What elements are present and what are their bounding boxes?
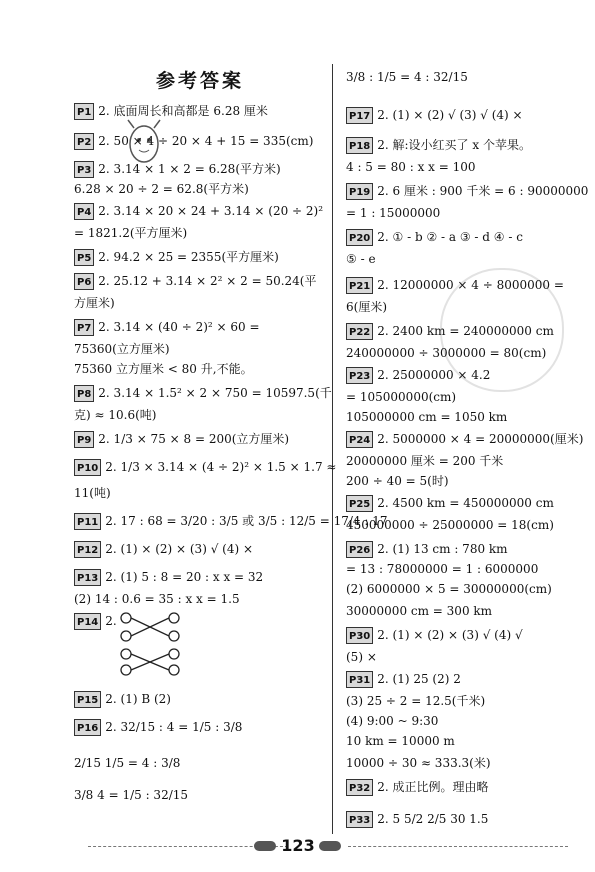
answer-line	[346, 106, 523, 124]
answer-line	[346, 298, 387, 316]
answer-line	[346, 648, 377, 666]
answer-text: 2. 解:设小红买了 x 个苹果。	[377, 138, 531, 152]
answer-line	[74, 690, 171, 708]
answer-text: 2. 成正比例。理由略	[377, 780, 489, 794]
answer-line	[74, 294, 115, 312]
page-badge: P33	[346, 811, 373, 828]
page-badge: P11	[74, 513, 101, 530]
answer-line	[346, 250, 376, 268]
answer-text: (4) 9:00 ~ 9:30	[346, 714, 439, 728]
answer-line	[74, 484, 111, 502]
answer-text: 2. (1) B (2)	[105, 692, 171, 706]
answer-line	[74, 272, 316, 290]
answer-text: 2. (1) × (2) √ (3) √ (4) ×	[377, 108, 523, 122]
answer-line	[346, 540, 508, 558]
answer-line	[346, 430, 583, 448]
answer-line	[346, 204, 440, 222]
page-badge: P15	[74, 691, 101, 708]
page-badge: P22	[346, 323, 373, 340]
page-badge: P9	[74, 431, 94, 448]
answer-text: 10000 ÷ 30 ≈ 333.3(米)	[346, 756, 491, 770]
answer-text: = 1 : 15000000	[346, 206, 441, 220]
answer-text: 3/8 4 = 1/5 : 32/15	[74, 788, 189, 802]
answer-text: 240000000 ÷ 3000000 = 80(cm)	[346, 346, 547, 360]
answer-text: 2. 94.2 × 25 = 2355(平方厘米)	[98, 250, 279, 264]
answer-line	[346, 344, 546, 362]
answer-line	[74, 786, 188, 804]
answer-text: 2. (1) 25 (2) 2	[377, 672, 461, 686]
answer-text: 方厘米)	[74, 296, 115, 310]
page-badge: P24	[346, 431, 373, 448]
answer-text: 75360 立方厘米 < 80 升,不能。	[74, 362, 253, 376]
answer-line	[346, 366, 490, 384]
page-badge: P13	[74, 569, 101, 586]
answer-text: (2) 14 : 0.6 = 35 : x x = 1.5	[74, 592, 240, 606]
answer-line	[74, 360, 253, 378]
answer-text: = 13 : 78000000 = 1 : 6000000	[346, 562, 539, 576]
answer-line	[74, 430, 289, 448]
answer-line	[74, 718, 242, 736]
footer-rule-right	[348, 846, 568, 847]
answer-text: 克) ≈ 10.6(吨)	[74, 408, 157, 422]
answer-line	[346, 516, 554, 534]
answer-text: 2. (1) 5 : 8 = 20 : x x = 32	[105, 570, 264, 584]
answer-line	[346, 670, 461, 688]
answer-text: 4 : 5 = 80 : x x = 100	[346, 160, 476, 174]
answer-line	[346, 276, 564, 294]
footer-ornament-right	[319, 841, 341, 851]
answer-text: 3/8 : 1/5 = 4 : 32/15	[346, 70, 468, 84]
answer-text: 2. 5 5/2 2/5 30 1.5	[377, 812, 489, 826]
page-badge: P26	[346, 541, 373, 558]
answer-line	[74, 318, 260, 336]
answer-line	[74, 612, 117, 630]
page-number: 123	[281, 836, 315, 855]
answer-text: 2. 32/15 : 4 = 1/5 : 3/8	[105, 720, 243, 734]
answer-text: 2. 12000000 × 4 ÷ 8000000 =	[377, 278, 564, 292]
answer-line	[74, 512, 387, 530]
answer-text: 2. 3.14 × 20 × 24 + 3.14 × (20 ÷ 2)²	[98, 204, 324, 218]
answer-text: 200 ÷ 40 = 5(时)	[346, 474, 449, 488]
answer-line	[346, 732, 455, 750]
answer-text: ⑤ - e	[346, 252, 376, 266]
page-badge: P20	[346, 229, 373, 246]
answer-text: 20000000 厘米 = 200 千米	[346, 454, 504, 468]
answer-text: 2. 25.12 + 3.14 × 2² × 2 = 50.24(平	[98, 274, 317, 288]
answer-line	[346, 580, 552, 598]
answer-line	[74, 754, 180, 772]
answer-line	[74, 180, 249, 198]
answer-line	[346, 754, 491, 772]
answer-line	[346, 560, 538, 578]
answer-line	[346, 810, 488, 828]
page-badge: P14	[74, 613, 101, 630]
answer-text: 2. 50 × 4 ÷ 20 × 4 + 15 = 335(cm)	[98, 134, 314, 148]
answer-line	[346, 388, 456, 406]
answer-line	[74, 458, 336, 476]
answer-text: 2. 1/3 × 3.14 × (4 ÷ 2)² × 1.5 × 1.7 ≈	[105, 460, 337, 474]
answer-text: 2. 2400 km = 240000000 cm	[377, 324, 554, 338]
page-badge: P30	[346, 627, 373, 644]
answer-text: 30000000 cm = 300 km	[346, 604, 493, 618]
answer-text: 2. 3.14 × 1 × 2 = 6.28(平方米)	[98, 162, 281, 176]
answer-text: 2. 3.14 × 1.5² × 2 × 750 = 10597.5(千	[98, 386, 332, 400]
answer-line	[74, 102, 268, 120]
matching-diagram	[116, 612, 186, 676]
page-badge: P25	[346, 495, 373, 512]
answer-text: 2.	[105, 614, 117, 628]
answer-text: 75360(立方厘米)	[74, 342, 170, 356]
answer-line	[346, 626, 523, 644]
page-badge: P2	[74, 133, 94, 150]
page-badge: P12	[74, 541, 101, 558]
answer-line	[74, 132, 313, 150]
answer-text: 105000000 cm = 1050 km	[346, 410, 508, 424]
answer-line	[346, 182, 588, 200]
answer-text: 2. 底面周长和高都是 6.28 厘米	[98, 104, 268, 118]
answer-text: = 105000000(cm)	[346, 390, 457, 404]
footer-ornament-left	[254, 841, 276, 851]
answer-line	[346, 712, 438, 730]
answer-text: (2) 6000000 × 5 = 30000000(cm)	[346, 582, 552, 596]
answer-line	[346, 322, 554, 340]
answer-line	[74, 248, 279, 266]
answer-text: 2. ① - b ② - a ③ - d ④ - c	[377, 230, 523, 244]
answer-line	[346, 602, 492, 620]
answer-text: 2. 6 厘米 : 900 千米 = 6 : 90000000	[377, 184, 589, 198]
column-divider	[332, 64, 333, 834]
answer-text: 2. (1) × (2) × (3) √ (4) √	[377, 628, 523, 642]
answer-line	[346, 472, 449, 490]
answer-line	[346, 494, 554, 512]
answer-text: 6.28 × 20 ÷ 2 = 62.8(平方米)	[74, 182, 249, 196]
page-badge: P16	[74, 719, 101, 736]
answer-text: 2. 17 : 68 = 3/20 : 3/5 或 3/5 : 12/5 = 17/4 : 17	[105, 514, 388, 528]
answer-text: 2. 1/3 × 75 × 8 = 200(立方厘米)	[98, 432, 290, 446]
answer-text: 2. 25000000 × 4.2	[377, 368, 491, 382]
page-badge: P17	[346, 107, 373, 124]
answer-line	[74, 384, 332, 402]
answer-text: 6(厘米)	[346, 300, 387, 314]
answer-text: 11(吨)	[74, 486, 111, 500]
answer-line	[346, 452, 503, 470]
page-badge: P6	[74, 273, 94, 290]
page-badge: P5	[74, 249, 94, 266]
answer-text: = 1821.2(平方厘米)	[74, 226, 188, 240]
page-title: 参考答案	[155, 70, 244, 92]
answer-line	[74, 406, 156, 424]
page-badge: P23	[346, 367, 373, 384]
answer-text: 2. (1) × (2) × (3) √ (4) ×	[105, 542, 254, 556]
answer-line	[74, 568, 263, 586]
page-badge: P32	[346, 779, 373, 796]
answer-text: 10 km = 10000 m	[346, 734, 455, 748]
answer-line	[346, 408, 507, 426]
answer-line	[74, 224, 187, 242]
answer-text: 2. 4500 km = 450000000 cm	[377, 496, 554, 510]
page-badge: P18	[346, 137, 373, 154]
answer-line	[74, 540, 253, 558]
page-badge: P31	[346, 671, 373, 688]
page-badge: P1	[74, 103, 94, 120]
answer-line	[346, 692, 485, 710]
answer-text: 2/15 1/5 = 4 : 3/8	[74, 756, 181, 770]
answer-line	[346, 68, 468, 86]
answer-line	[74, 340, 170, 358]
answer-line	[74, 202, 323, 220]
page-badge: P10	[74, 459, 101, 476]
answer-line	[74, 160, 281, 178]
page-badge: P19	[346, 183, 373, 200]
answer-line	[74, 590, 240, 608]
page-badge: P8	[74, 385, 94, 402]
answer-text: 2. 5000000 × 4 = 20000000(厘米)	[377, 432, 584, 446]
page-badge: P21	[346, 277, 373, 294]
page-badge: P7	[74, 319, 94, 336]
answer-line	[346, 778, 489, 796]
page-badge: P3	[74, 161, 94, 178]
page-badge: P4	[74, 203, 94, 220]
answer-text: 2. 3.14 × (40 ÷ 2)² × 60 =	[98, 320, 260, 334]
answer-text: (5) ×	[346, 650, 377, 664]
answer-line	[346, 158, 476, 176]
answer-text: (3) 25 ÷ 2 = 12.5(千米)	[346, 694, 486, 708]
answer-line	[346, 136, 531, 154]
answer-line	[346, 228, 523, 246]
answer-text: 450000000 ÷ 25000000 = 18(cm)	[346, 518, 554, 532]
answer-text: 2. (1) 13 cm : 780 km	[377, 542, 508, 556]
